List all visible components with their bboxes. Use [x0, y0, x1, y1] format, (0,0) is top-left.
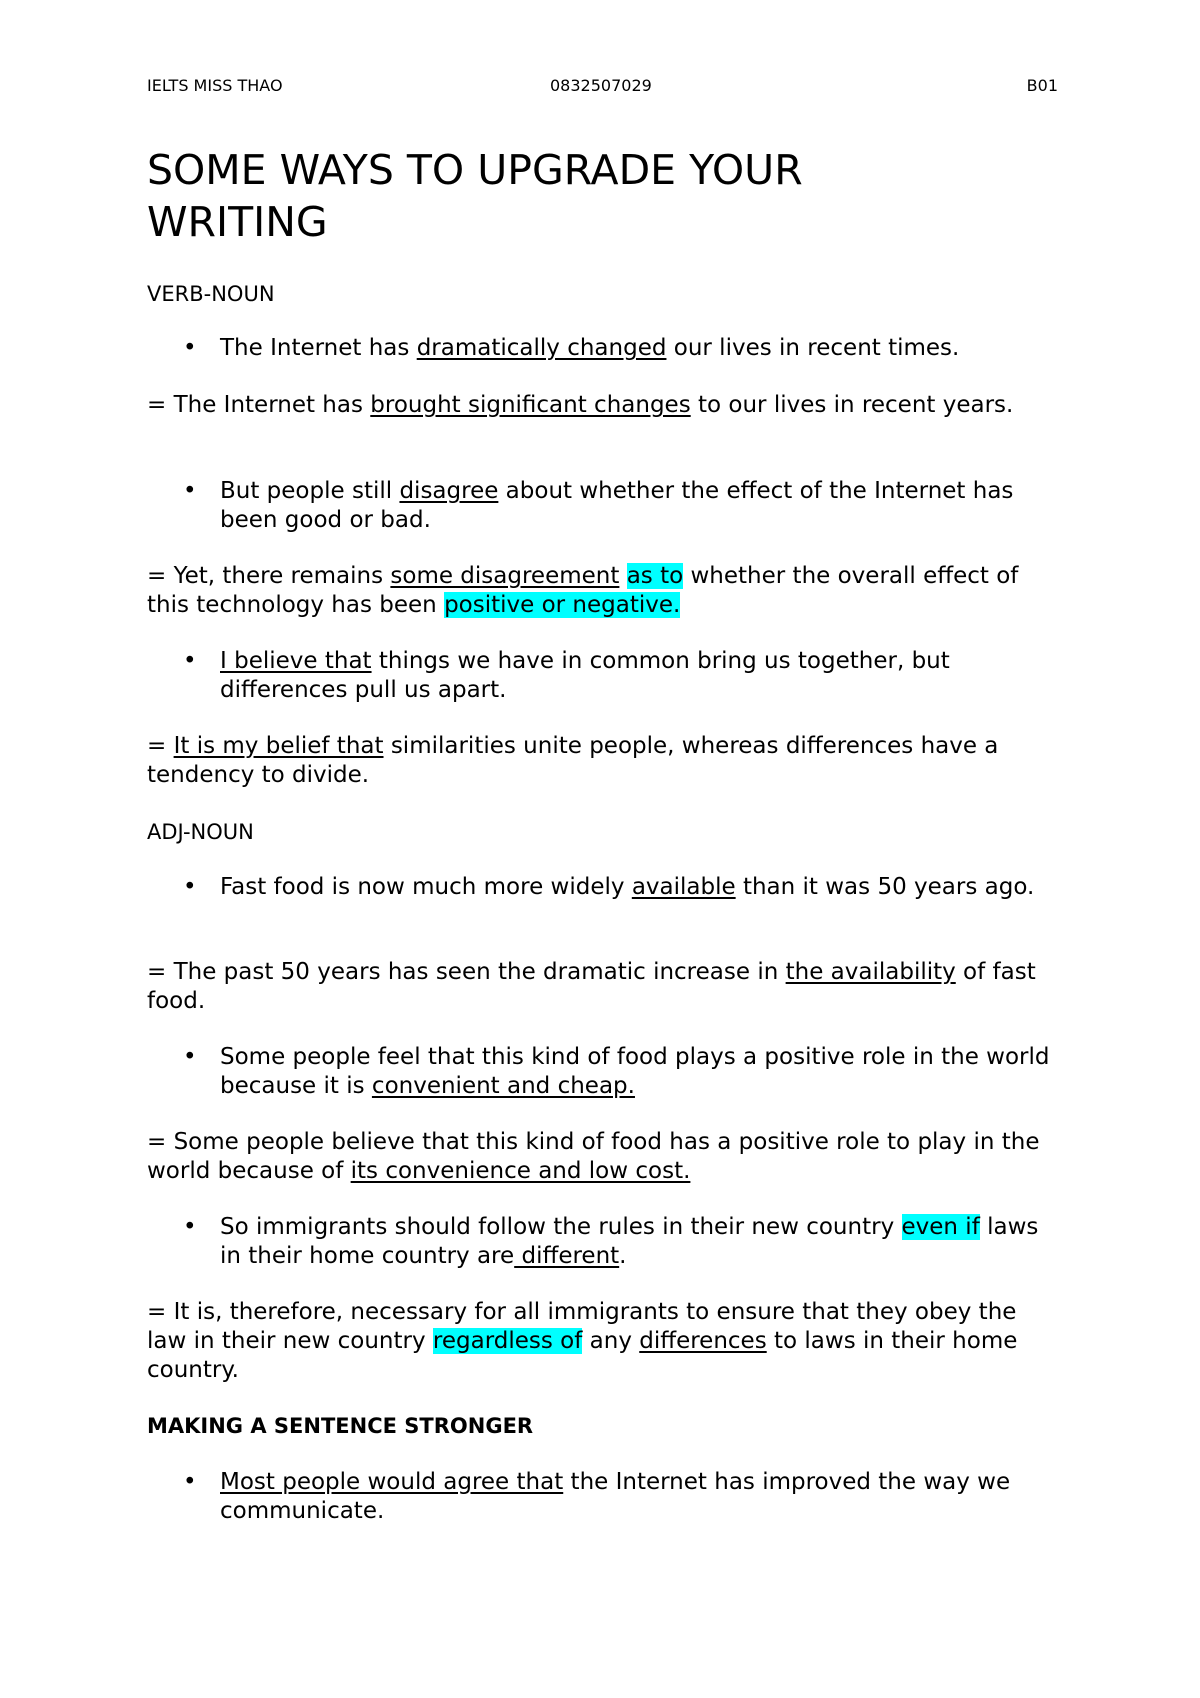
text: Fast food is now much more widely — [220, 874, 632, 900]
text: = Yet, there remains — [147, 563, 391, 589]
header-code: B01 — [1026, 76, 1058, 95]
paraphrase — [147, 391, 1062, 420]
text: to our lives in recent years. — [690, 392, 1014, 418]
bullet-dot: • — [183, 648, 197, 674]
text: of fast food. — [147, 959, 1036, 1014]
underlined-phrase: I believe that — [220, 648, 372, 674]
paraphrase — [147, 562, 1062, 620]
paraphrase — [147, 732, 1062, 790]
bullet-dot: • — [183, 1469, 197, 1495]
text: whether the overall effect of this technology has been — [147, 563, 1019, 618]
underlined-phrase: disagree — [399, 478, 499, 504]
underlined-phrase: available — [631, 874, 736, 900]
text: = The past 50 years has seen the dramatic increase in — [147, 959, 786, 985]
text: The Internet has — [220, 335, 417, 361]
header-phone: 0832507029 — [550, 76, 652, 95]
header-author: IELTS MISS THAO — [147, 76, 283, 95]
section-stronger: MAKING A SENTENCE STRONGER — [147, 1414, 534, 1438]
underlined-phrase: Most people would agree that — [220, 1469, 564, 1495]
underlined-phrase: dramatically changed — [416, 335, 667, 361]
text: = The Internet has — [147, 392, 371, 418]
text: about whether the effect of the Internet has been good or bad. — [220, 478, 1014, 533]
text: the Internet has improved the way we communicate. — [220, 1469, 1011, 1524]
underlined-phrase: brought significant changes — [370, 392, 691, 418]
bullet-item — [220, 334, 1062, 363]
text: any — [582, 1328, 640, 1354]
text — [619, 563, 626, 589]
highlighted-phrase: regardless of — [432, 1328, 583, 1354]
underlined-phrase: convenient and cheap. — [371, 1073, 635, 1099]
highlighted-phrase: positive or negative. — [444, 592, 681, 618]
section-verb-noun: VERB-NOUN — [147, 282, 275, 306]
underlined-phrase: It is my belief that — [173, 733, 384, 759]
text: our lives in recent times. — [666, 335, 960, 361]
bullet-dot: • — [183, 335, 197, 361]
underlined-phrase: different — [514, 1243, 620, 1269]
text: things we have in common bring us together, but differences pull us apart. — [220, 648, 950, 703]
highlighted-phrase: as to — [626, 563, 684, 589]
bullet-dot: • — [183, 1044, 197, 1070]
page-header — [147, 76, 1058, 100]
bullet-item — [220, 873, 1062, 902]
bullet-item — [220, 1468, 1062, 1526]
underlined-phrase: the availability — [785, 959, 956, 985]
paraphrase — [147, 1128, 1062, 1186]
paraphrase — [147, 1298, 1062, 1385]
underlined-phrase: its convenience and low cost. — [350, 1158, 691, 1184]
page-title — [147, 144, 1058, 248]
bullet-item — [220, 1213, 1062, 1271]
text: to laws in their home country. — [147, 1328, 1018, 1383]
text: similarities unite people, whereas differences have a tendency to divide. — [147, 733, 999, 788]
title-line-1: SOME WAYS TO UPGRADE YOUR — [147, 146, 803, 194]
text: = — [147, 733, 174, 759]
bullet-dot: • — [183, 874, 197, 900]
text: laws in their home country are — [220, 1214, 1039, 1269]
underlined-phrase: some disagreement — [390, 563, 620, 589]
text: But people still — [220, 478, 400, 504]
section-adj-noun: ADJ-NOUN — [147, 820, 254, 844]
text: = Some people believe that this kind of food has a positive role to play in the world because of — [147, 1129, 1040, 1184]
underlined-phrase: differences — [639, 1328, 767, 1354]
paraphrase — [147, 958, 1062, 1016]
text: So immigrants should follow the rules in their new country — [220, 1214, 902, 1240]
bullet-item — [220, 1043, 1062, 1101]
text: Some people feel that this kind of food plays a positive role in the world because it is — [220, 1044, 1050, 1099]
bullet-item — [220, 647, 1062, 705]
text: . — [619, 1243, 627, 1269]
bullet-dot: • — [183, 1214, 197, 1240]
title-line-2: WRITING — [147, 198, 328, 246]
bullet-item — [220, 477, 1062, 535]
text: = It is, therefore, necessary for all immigrants to ensure that they obey the law in their new country — [147, 1299, 1017, 1354]
highlighted-phrase: even if — [901, 1214, 980, 1240]
bullet-dot: • — [183, 478, 197, 504]
text: than it was 50 years ago. — [735, 874, 1035, 900]
